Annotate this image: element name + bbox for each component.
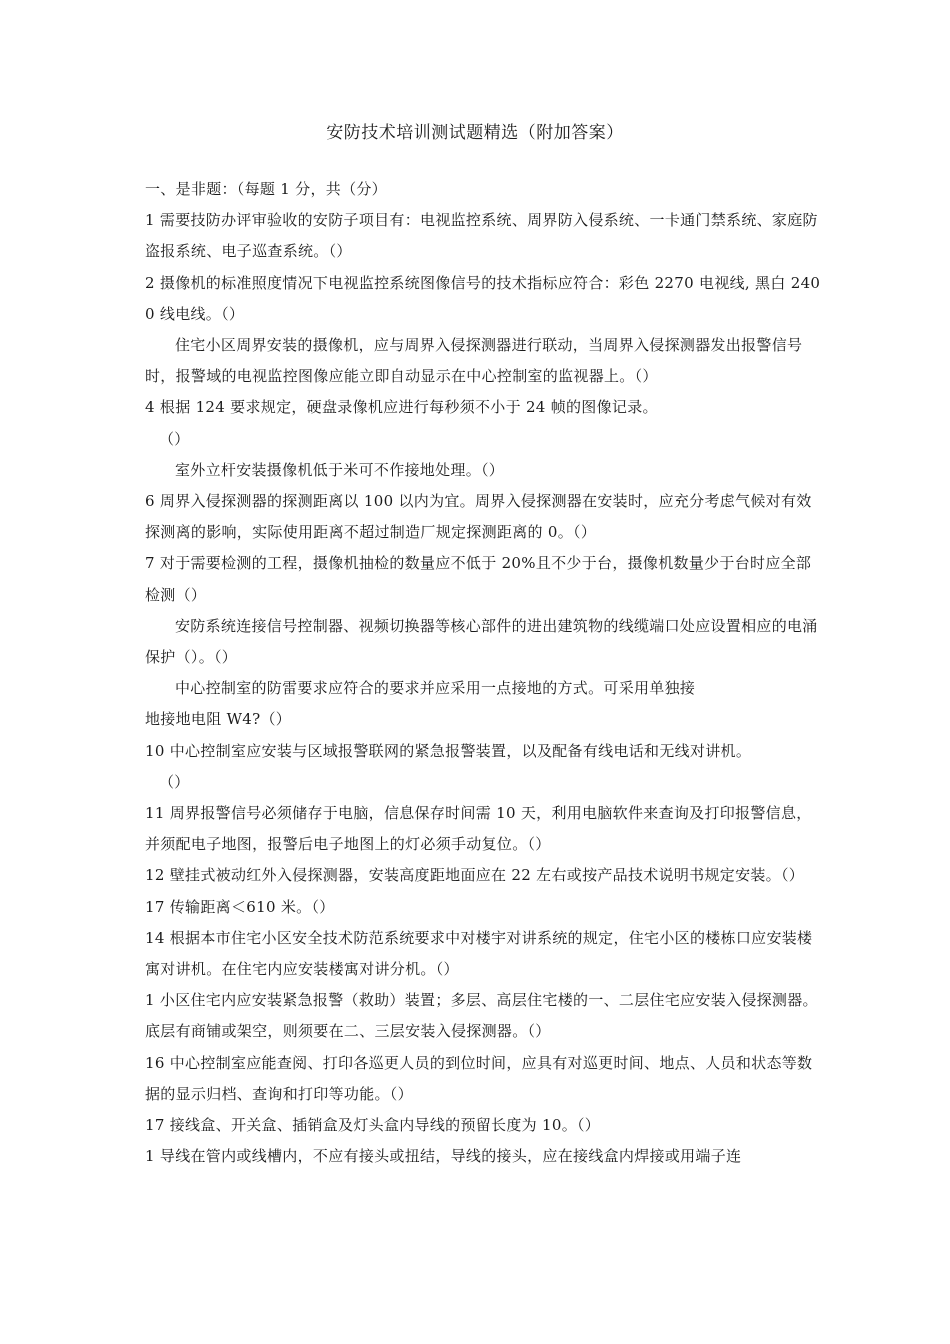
paragraph: 住宅小区周界安装的摄像机，应与周界入侵探测器进行联动，当周界入侵探测器发出报警信号时，报警域的电视监控图像应能立即自动显示在中心控制室的监视器上。（） (145, 336, 803, 386)
paragraph: 室外立杆安装摄像机低于米可不作接地处理。（） (175, 460, 505, 479)
paragraph: 安防系统连接信号控制器、视频切换器等核心部件的进出建筑物的线缆端口处应设置相应的电涌保护（）。（） (145, 616, 818, 667)
paragraph: 中心控制室的防雷要求应符合的要求并应采用一点接地的方式。可采用单独接 (175, 679, 696, 698)
paragraph: 1 小区住宅内应安装紧急报警（救助）装置；多层、高层住宅楼的一、二层住宅应安装入侵探测器。底层有商铺或架空，则须要在二、三层安装入侵探测器。（） (145, 991, 818, 1041)
paragraph: 10 中心控制室应安装与区域报警联网的紧急报警装置，以及配备有线电话和无线对讲机。 (145, 741, 752, 760)
paragraph: 14 根据本市住宅小区安全技术防范系统要求中对楼宇对讲系统的规定，住宅小区的楼栋口应安装楼寓对讲机。在住宅内应安装楼寓对讲分机。（） (145, 928, 813, 979)
paragraph: 2 摄像机的标准照度情况下电视监控系统图像信号的技术指标应符合：彩色 2270 电视线, 黑白 2400 线电线。（） (145, 273, 821, 323)
paragraph: 4 根据 124 要求规定，硬盘录像机应进行每秒须不小于 24 帧的图像记录。 (145, 398, 658, 417)
paragraph: 11 周界报警信号必须储存于电脑，信息保存时间需 10 天，利用电脑软件来查询及打印报警信息，并须配电子地图，报警后电子地图上的灯必须手动复位。（） (145, 804, 812, 854)
paragraph: （） (159, 429, 190, 448)
paragraph: 一、是非题：（每题 1 分，共（分） (145, 180, 387, 198)
document-title: 安防技术培训测试题精选（附加答案） (326, 123, 624, 143)
paragraph: 地接地电阻 W4?（） (145, 710, 292, 729)
paragraph: 17 接线盒、开关盒、插销盒及灯头盒内导线的预留长度为 10。（） (145, 1116, 601, 1135)
paragraph: 16 中心控制室应能查阅、打印各巡更人员的到位时间，应具有对巡更时间、地点、人员和状态等数据的显示归档、查询和打印等功能。（） (145, 1053, 813, 1103)
paragraph: 1 需要技防办评审验收的安防子项目有：电视监控系统、周界防入侵系统、一卡通门禁系统、家庭防盗报系统、电子巡查系统。（） (145, 211, 818, 261)
paragraph: 17 传输距离＜610 米。（） (145, 897, 335, 916)
document-body (145, 174, 825, 1173)
paragraph: 7 对于需要检测的工程，摄像机抽检的数量应不低于 20%且不少于台，摄像机数量少于台时应全部检测（） (145, 554, 812, 604)
paragraph: 12 壁挂式被动红外入侵探测器，安装高度距地面应在 22 左右或按产品技术说明书规定安装。（） (145, 866, 805, 885)
paragraph: （） (159, 772, 190, 791)
paragraph: 1 导线在管内或线槽内，不应有接头或扭结，导线的接头，应在接线盒内焊接或用端子连 (145, 1147, 742, 1166)
paragraph: 6 周界入侵探测器的探测距离以 100 以内为宜。周界入侵探测器在安装时，应充分考虑气候对有效探测离的影响，实际使用距离不超过制造厂规定探测距离的 0。（） (145, 492, 812, 542)
